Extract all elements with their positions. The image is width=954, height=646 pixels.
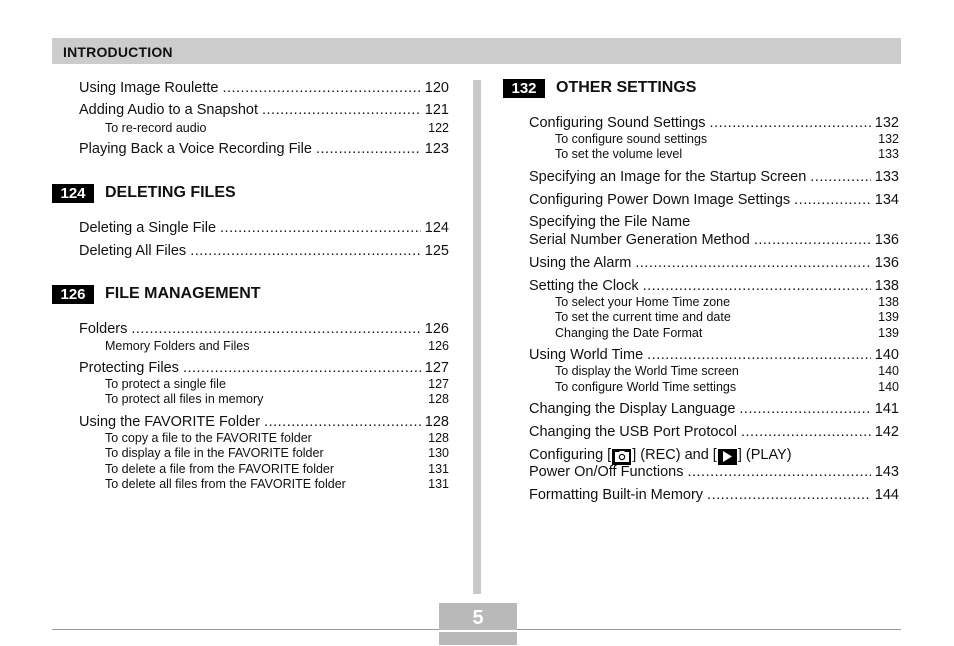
- toc-entry[interactable]: Setting the Clock ..... 138: [529, 278, 899, 294]
- toc-entry[interactable]: Configuring Sound Settings ..... 132: [529, 115, 899, 131]
- toc-entry[interactable]: Adding Audio to a Snapshot ..... 121: [79, 102, 449, 118]
- page-tab-stripe: [439, 630, 517, 632]
- toc-subentry[interactable]: To configure World Time settings 140: [555, 380, 899, 394]
- play-icon: [718, 449, 737, 465]
- toc-entry[interactable]: Specifying an Image for the Startup Screen ..... 133: [529, 169, 899, 185]
- header-bar: [52, 38, 901, 64]
- section-page-badge: 124: [52, 184, 94, 203]
- toc-subentry[interactable]: To display the World Time screen 140: [555, 364, 899, 378]
- toc-entry[interactable]: Deleting All Files ..... 125: [79, 243, 449, 259]
- toc-entry[interactable]: Serial Number Generation Method ..... 136: [529, 232, 899, 248]
- section-page-badge: 126: [52, 285, 94, 304]
- toc-subentry[interactable]: To delete all files from the FAVORITE folder 131: [105, 477, 449, 491]
- toc-entry[interactable]: Changing the Display Language ..... 141: [529, 401, 899, 417]
- toc-subentry[interactable]: To set the current time and date 139: [555, 310, 899, 324]
- toc-entry-line[interactable]: Configuring [ ] (REC) and [ ] (PLAY): [529, 447, 792, 463]
- toc-entry[interactable]: Deleting a Single File ..... 124: [79, 220, 449, 236]
- toc-entry[interactable]: Folders ..... 126: [79, 321, 449, 337]
- toc-subentry[interactable]: To delete a file from the FAVORITE folder 131: [105, 462, 449, 476]
- header-title: INTRODUCTION: [63, 44, 173, 60]
- section-title: DELETING FILES: [105, 184, 236, 201]
- toc-subentry[interactable]: To re-record audio 122: [105, 121, 449, 135]
- page-number-tab: [439, 603, 517, 645]
- toc-entry[interactable]: Playing Back a Voice Recording File ..... 123: [79, 141, 449, 157]
- toc-subentry[interactable]: To protect a single file 127: [105, 377, 449, 391]
- toc-subentry[interactable]: To display a file in the FAVORITE folder 130: [105, 446, 449, 460]
- toc-subentry[interactable]: To protect all files in memory 128: [105, 392, 449, 406]
- toc-entry[interactable]: Using World Time ..... 140: [529, 347, 899, 363]
- toc-entry[interactable]: Changing the USB Port Protocol ..... 142: [529, 424, 899, 440]
- toc-subentry[interactable]: Changing the Date Format 139: [555, 326, 899, 340]
- section-title: OTHER SETTINGS: [556, 79, 697, 96]
- toc-entry[interactable]: Formatting Built-in Memory ..... 144: [529, 487, 899, 503]
- toc-entry[interactable]: Using Image Roulette ..... 120: [79, 80, 449, 96]
- toc-subentry[interactable]: To set the volume level 133: [555, 147, 899, 161]
- camera-icon: [612, 449, 631, 465]
- toc-entry[interactable]: Protecting Files ..... 127: [79, 360, 449, 376]
- toc-subentry[interactable]: To select your Home Time zone 138: [555, 295, 899, 309]
- toc-entry[interactable]: Configuring Power Down Image Settings ..... 134: [529, 192, 899, 208]
- toc-subentry[interactable]: To copy a file to the FAVORITE folder 128: [105, 431, 449, 445]
- section-page-badge: 132: [503, 79, 545, 98]
- toc-entry[interactable]: Using the FAVORITE Folder ..... 128: [79, 414, 449, 430]
- toc-entry[interactable]: Power On/Off Functions ..... 143: [529, 464, 899, 480]
- toc-subentry[interactable]: Memory Folders and Files 126: [105, 339, 449, 353]
- toc-subentry[interactable]: To configure sound settings 132: [555, 132, 899, 146]
- column-divider: [473, 80, 481, 594]
- page-number: 5: [472, 607, 484, 629]
- toc-entry[interactable]: Using the Alarm ..... 136: [529, 255, 899, 271]
- section-title: FILE MANAGEMENT: [105, 285, 261, 302]
- toc-entry-line[interactable]: Specifying the File Name: [529, 214, 691, 230]
